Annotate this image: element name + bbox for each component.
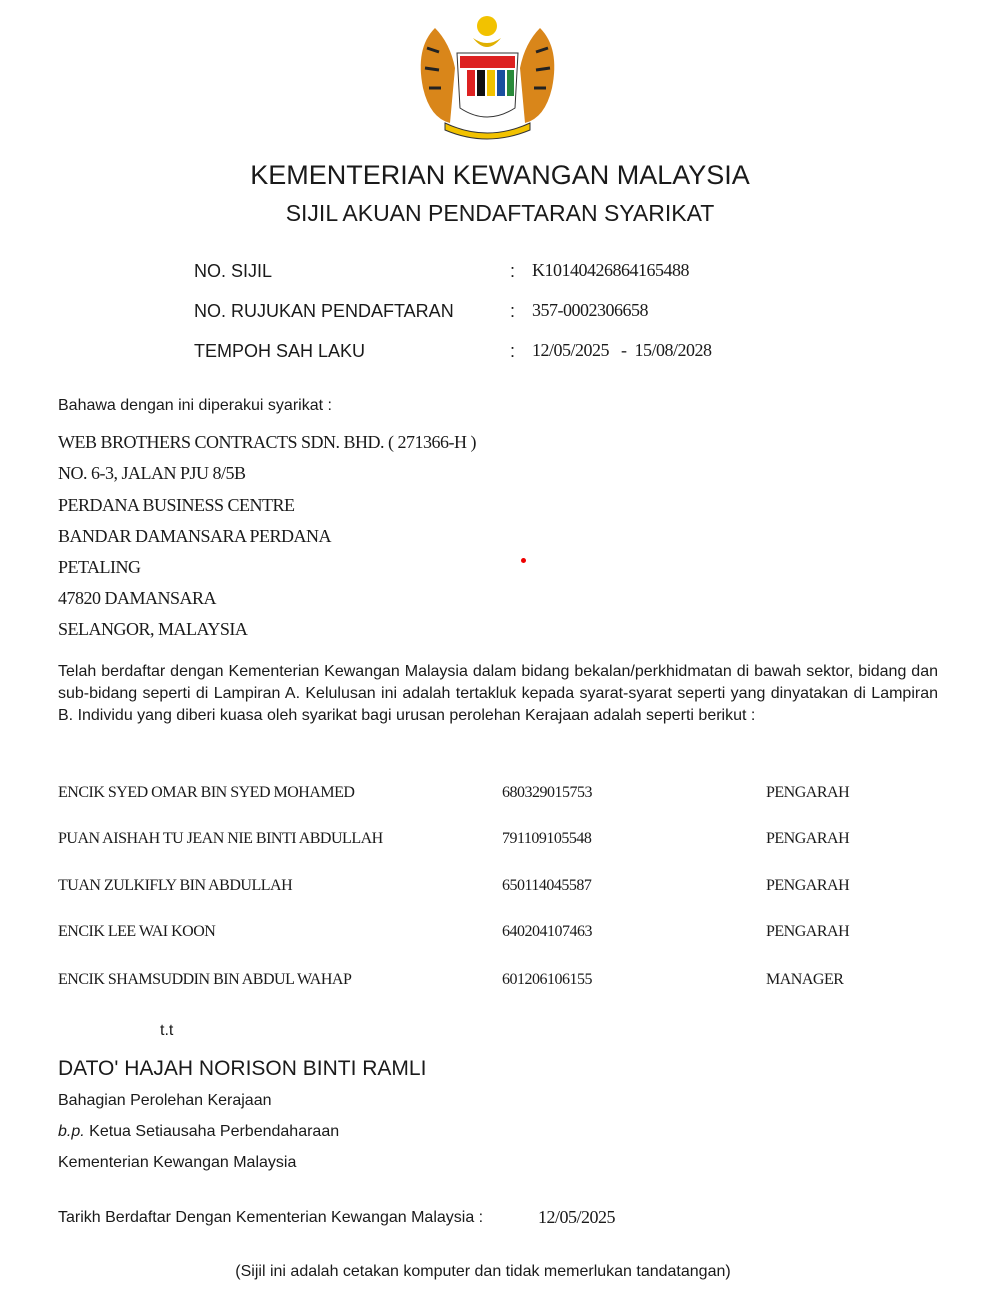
info-label-sijil: NO. SIJIL bbox=[194, 261, 273, 281]
info-label-rujukan: NO. RUJUKAN PENDAFTARAN bbox=[194, 301, 454, 321]
position-text: Ketua Setiausaha Perbendaharaan bbox=[89, 1123, 340, 1140]
footer-note: (Sijil ini adalah cetakan komputer dan tidak memerlukan tandatangan) bbox=[235, 1263, 731, 1280]
registered-date: 12/05/2025 bbox=[538, 1207, 616, 1227]
person-ic: 650114045587 bbox=[502, 877, 592, 894]
registered-date-label: Tarikh Berdaftar Dengan Kementerian Kewangan Malaysia : bbox=[58, 1209, 484, 1226]
bp-abbrev: b.p. bbox=[58, 1123, 85, 1140]
info-colon: : bbox=[510, 341, 516, 361]
person-name: TUAN ZULKIFLY BIN ABDULLAH bbox=[58, 877, 293, 894]
registration-paragraph: Telah berdaftar dengan Kementerian Kewangan Malaysia dalam bidang bekalan/perkhidmatan di bawah sektor, bidang dan sub-bidang seperti di Lampiran A. Kelulusan ini adalah tertakluk kepada syarat-syarat seperti yang dinyatakan di Lampiran B. Individu yang diberi kuasa oleh syarikat bagi urusan perolehan Kerajaan adalah seperti berikut : bbox=[58, 663, 938, 724]
person-ic: 640204107463 bbox=[502, 923, 592, 940]
info-colon: : bbox=[510, 301, 516, 321]
info-value-sijil: K10140426864165488 bbox=[532, 260, 689, 280]
person-role: PENGARAH bbox=[766, 784, 850, 801]
info-label-tempoh: TEMPOH SAH LAKU bbox=[194, 341, 366, 361]
address-line: SELANGOR, MALAYSIA bbox=[58, 619, 248, 639]
person-ic: 791109105548 bbox=[502, 830, 592, 847]
address-line: PETALING bbox=[58, 557, 141, 577]
address-line: NO. 6-3, JALAN PJU 8/5B bbox=[58, 463, 246, 483]
coat-of-arms-logo bbox=[405, 8, 570, 143]
person-name: PUAN AISHAH TU JEAN NIE BINTI ABDULLAH bbox=[58, 830, 383, 847]
ministry-title: KEMENTERIAN KEWANGAN MALAYSIA bbox=[250, 160, 750, 190]
intro-text: Bahawa dengan ini diperakui syarikat : bbox=[58, 397, 332, 414]
signatory-division: Bahagian Perolehan Kerajaan bbox=[58, 1092, 272, 1109]
info-colon: : bbox=[510, 261, 516, 281]
info-value-tempoh: 12/05/2025 - 15/08/2028 bbox=[532, 340, 712, 360]
red-dot-mark bbox=[521, 558, 526, 563]
person-role: PENGARAH bbox=[766, 923, 850, 940]
person-ic: 680329015753 bbox=[502, 784, 592, 801]
address-line: PERDANA BUSINESS CENTRE bbox=[58, 495, 295, 515]
person-role: MANAGER bbox=[766, 971, 844, 988]
person-name: ENCIK LEE WAI KOON bbox=[58, 923, 216, 940]
signatory-position bbox=[58, 1123, 339, 1141]
address-line: BANDAR DAMANSARA PERDANA bbox=[58, 526, 332, 546]
person-name: ENCIK SYED OMAR BIN SYED MOHAMED bbox=[58, 784, 355, 801]
person-name: ENCIK SHAMSUDDIN BIN ABDUL WAHAP bbox=[58, 971, 352, 988]
person-ic: 601206106155 bbox=[502, 971, 592, 988]
address-line: 47820 DAMANSARA bbox=[58, 588, 217, 608]
person-role: PENGARAH bbox=[766, 830, 850, 847]
signatory-ministry: Kementerian Kewangan Malaysia bbox=[58, 1154, 297, 1171]
address-line: WEB BROTHERS CONTRACTS SDN. BHD. ( 271366-H ) bbox=[58, 432, 477, 452]
signatory-name: DATO' HAJAH NORISON BINTI RAMLI bbox=[58, 1057, 427, 1080]
person-role: PENGARAH bbox=[766, 877, 850, 894]
info-value-rujukan: 357-0002306658 bbox=[532, 300, 648, 320]
tt-mark: t.t bbox=[160, 1022, 174, 1039]
certificate-title: SIJIL AKUAN PENDAFTARAN SYARIKAT bbox=[285, 200, 715, 226]
